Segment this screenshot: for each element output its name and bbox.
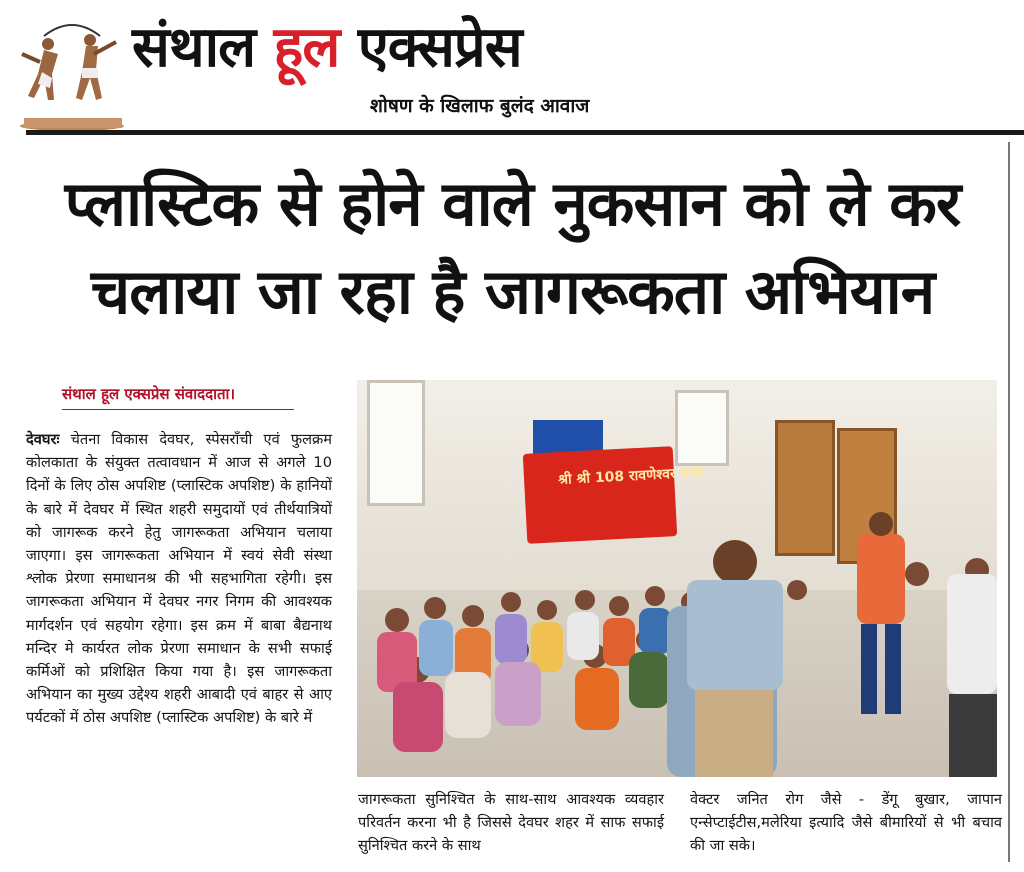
newspaper-name-part1: संथाल <box>132 15 256 80</box>
article-dateline: देवघरः <box>26 431 60 448</box>
masthead <box>0 0 1024 140</box>
article-byline: संथाल हूल एक्सप्रेस संवाददाता। <box>62 385 236 403</box>
article-headline <box>20 160 1005 336</box>
article-column-1 <box>26 428 332 730</box>
column-divider <box>1008 142 1010 862</box>
byline-underline <box>62 409 294 410</box>
newspaper-name <box>132 12 522 84</box>
headline-line-1: प्लास्टिक से होने वाले नुकसान को ले कर <box>64 167 961 240</box>
article-column-3: वेक्टर जनित रोग जैसे - डेंगू बुखार, जापान एन्सेप्टाईटीस,मलेरिया इत्यादि जैसे बीमारियों से भी बचाव की जा सके। <box>690 791 1002 855</box>
headline-line-2: चलाया जा रहा है जागरूकता अभियान <box>90 255 935 328</box>
masthead-divider <box>26 130 1024 135</box>
photo-window <box>367 380 425 506</box>
newspaper-name-part2: हूल <box>273 15 340 80</box>
photo-banner-text: श्री श्री 108 रावणेश्वर बाबा <box>557 464 705 489</box>
tribal-warriors-logo-icon <box>14 14 132 132</box>
newspaper-name-part3: एक्सप्रेस <box>357 15 522 80</box>
photo-seated-crowd <box>357 510 997 777</box>
photo-window <box>675 390 729 466</box>
newspaper-tagline: शोषण के खिलाफ बुलंद आवाज <box>370 95 590 117</box>
article-column-2: जागरूकता सुनिश्चित के साथ-साथ आवश्यक व्यवहार परिवर्तन करना भी है जिससे देवघर शहर में साफ सफाई सुनिश्चित करने के साथ <box>358 791 664 855</box>
article-column-1-text: चेतना विकास देवघर, स्पेसराँची एवं फुलक्रम कोलकाता के संयुक्त तत्वावधान में आज से अगले 10 दिनों के लिए ठोस अपशिष्ट (प्लास्टिक अपशिष्ट) के हानियों के बारे में देवघर में स्थित शहरी समुदायों एवं तीर्थयात्रियों को जागरूक करने हेतु जागरूकता अभियान चलाया जाएगा। इस जागरूकता अभियान में स्वयं सेवी संस्था श्लोक प्रेरणा समाधानश्र की भी सहभागिता रहेगी। इस जागरूकता अभियान में देवघर नगर निगम की आवश्यक मार्गदर्शन एवं सहयोग रहेगा। इस क्रम में बाबा बैद्यनाथ मन्दिर मे कार्यरत लोक प्रेरणा समाधान के सभी सफाई कर्मिओं को प्रशिक्षित किया गया है। इस जागरूकता अभियान का मुख्य उद्देश्य शहरी आबादी एवं बाहर से आए पर्यटकों में ठोस अपशिष्ट (प्लास्टिक अपशिष्ट) के बारे में <box>26 431 332 727</box>
article-photo <box>357 380 997 777</box>
